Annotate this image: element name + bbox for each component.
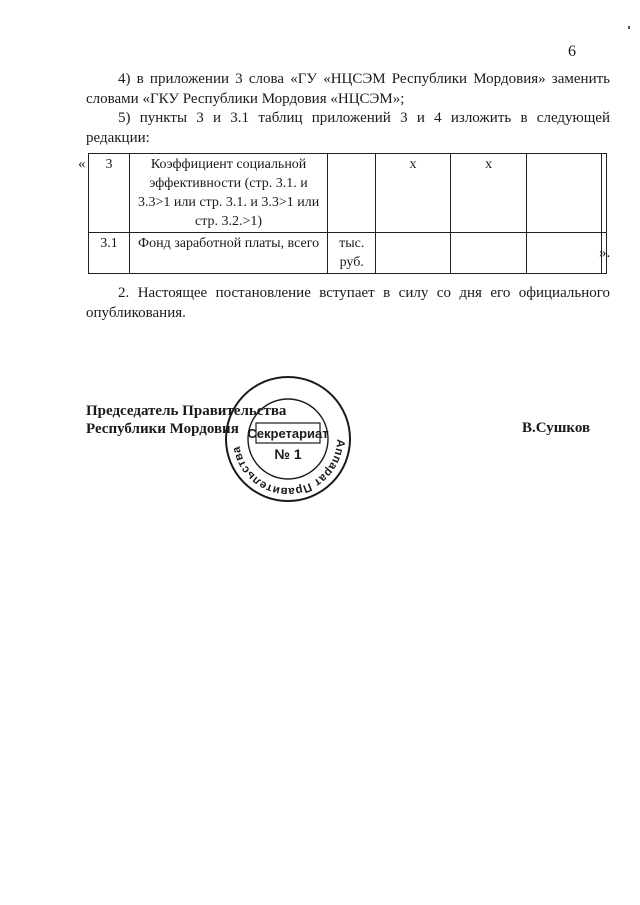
paragraph-item-4: 4) в приложении 3 слова «ГУ «НЦСЭМ Республики Мордовия» заменить словами «ГКУ Республики Мордовия «НЦСЭМ»;	[86, 71, 610, 107]
value-cell: х	[376, 154, 451, 233]
value-cell	[527, 233, 602, 274]
signatory-title-line-1: Председатель Правительства	[86, 403, 287, 419]
stamp-center-line-2: № 1	[274, 446, 302, 462]
row-number-cell: 3	[89, 154, 130, 233]
quote-open-mark: «	[78, 156, 86, 172]
stamp-center-line-1: Секретариат	[247, 426, 329, 441]
value-cell	[527, 154, 602, 233]
value-cell	[602, 154, 607, 233]
unit-cell: тыс. руб.	[328, 233, 376, 274]
paragraph-item-5: 5) пункты 3 и 3.1 таблиц приложений 3 и 4 изложить в следующей редакции:	[86, 110, 610, 146]
value-cell	[450, 233, 527, 274]
indicator-name-cell: Фонд заработной платы, всего	[129, 233, 327, 274]
row-number-cell: 3.1	[89, 233, 130, 274]
table-row	[89, 233, 607, 274]
official-stamp-seal	[222, 373, 354, 505]
signatory-title-line-2: Республики Мордовия	[86, 421, 239, 437]
scan-speck	[628, 26, 630, 29]
indicator-name-cell: Коэффициент социальной эффективности (стр. 3.1. и 3.3>1 или стр. 3.1. и 3.3>1 или стр. 3.2.>1)	[129, 154, 327, 233]
signatory-name: В.Сушков	[522, 420, 591, 436]
page-number: 6	[568, 43, 576, 60]
value-cell: х	[450, 154, 527, 233]
amendment-table	[88, 153, 607, 274]
table-row	[89, 154, 607, 233]
quote-close-mark: ».	[599, 245, 611, 261]
unit-cell	[328, 154, 376, 233]
paragraph-item-2: 2. Настоящее постановление вступает в силу со дня его официального опубликования.	[86, 285, 610, 321]
stamp-ring-text: Аппарат Правительства	[230, 438, 347, 498]
stamp-graphic	[222, 373, 354, 505]
value-cell	[376, 233, 451, 274]
